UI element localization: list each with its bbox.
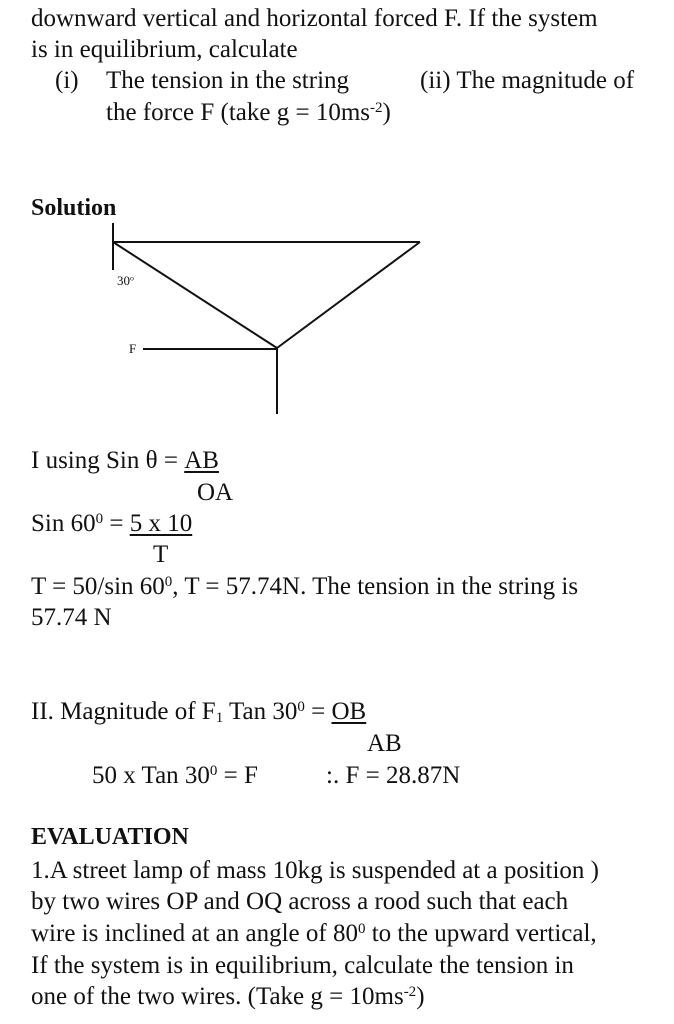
equals-sign: = [304, 698, 332, 725]
fraction-denominator: AB [367, 730, 402, 757]
equals-sign: = [103, 510, 130, 537]
equation-lhs: II. Magnitude of F [31, 698, 216, 725]
tension-value: 57.74 N [31, 604, 112, 631]
subscript: 1 [215, 710, 224, 726]
degree-symbol: o [130, 273, 134, 283]
sin-60-equation [31, 511, 192, 536]
angle-label [117, 274, 134, 287]
evaluation-line-5 [31, 984, 425, 1009]
degree-symbol: 0 [95, 510, 104, 527]
evaluation-line-3-rest: to the upward vertical, [365, 920, 597, 947]
degree-symbol: 0 [297, 698, 305, 715]
fraction-denominator: T [153, 541, 169, 568]
evaluation-line-3-text: wire is inclined at an angle of 80 [31, 920, 358, 947]
degree-symbol: 0 [357, 920, 366, 937]
force-result: :. F = 28.87N [326, 762, 461, 789]
force-equals: = F [217, 762, 258, 789]
evaluation-heading: EVALUATION [31, 824, 189, 850]
string-left [113, 242, 277, 348]
fraction-numerator: OB [331, 698, 367, 725]
evaluation-line-2: by two wires OP and OQ across a rood such that each [31, 888, 569, 915]
part-i-label: (i) [55, 67, 79, 94]
degree-symbol: 0 [164, 573, 173, 590]
sin-theta-equation [31, 448, 219, 473]
fraction-numerator: 5 x 10 [129, 510, 193, 537]
intro-line-4-close: ) [382, 99, 391, 126]
angle-value: 30 [117, 273, 130, 288]
evaluation-line-4: If the system is in equilibrium, calculate the tension in [31, 952, 574, 979]
force-label: F [129, 341, 137, 356]
string-right [277, 242, 420, 348]
magnitude-f-equation [31, 699, 366, 724]
intro-line-1: downward vertical and horizontal forced F. If the system [31, 5, 598, 32]
fraction-numerator: AB [184, 447, 219, 474]
degree-symbol: 0 [209, 762, 218, 779]
force-diagram [0, 0, 674, 430]
intro-line-2: is in equilibrium, calculate [31, 36, 298, 63]
force-calculation [92, 763, 258, 788]
evaluation-line-1: 1.A street lamp of mass 10kg is suspended at a position ) [31, 857, 599, 884]
evaluation-line-3 [31, 921, 597, 946]
evaluation-line-5-close: ) [416, 983, 425, 1010]
equation-lhs: I using Sin θ = [31, 447, 185, 474]
tension-result-text: , T = 57.74N. The tension in the string is [172, 573, 579, 600]
exponent: -2 [370, 99, 383, 116]
force-formula: 50 x Tan 30 [92, 762, 210, 789]
tension-formula: T = 50/sin 60 [31, 573, 165, 600]
part-ii-text: (ii) The magnitude of [420, 67, 635, 94]
part-i-text: The tension in the string [106, 67, 350, 94]
tension-result-line [31, 574, 578, 599]
intro-line-4-text: the force F (take g = 10ms [106, 99, 371, 126]
solution-heading: Solution [31, 195, 117, 221]
equation-lhs: Sin 60 [31, 510, 96, 537]
exponent: -2 [403, 983, 417, 1000]
evaluation-line-5-text: one of the two wires. (Take g = 10ms [31, 983, 404, 1010]
fraction-denominator: OA [197, 479, 234, 506]
tan-expression: Tan 30 [223, 698, 298, 725]
